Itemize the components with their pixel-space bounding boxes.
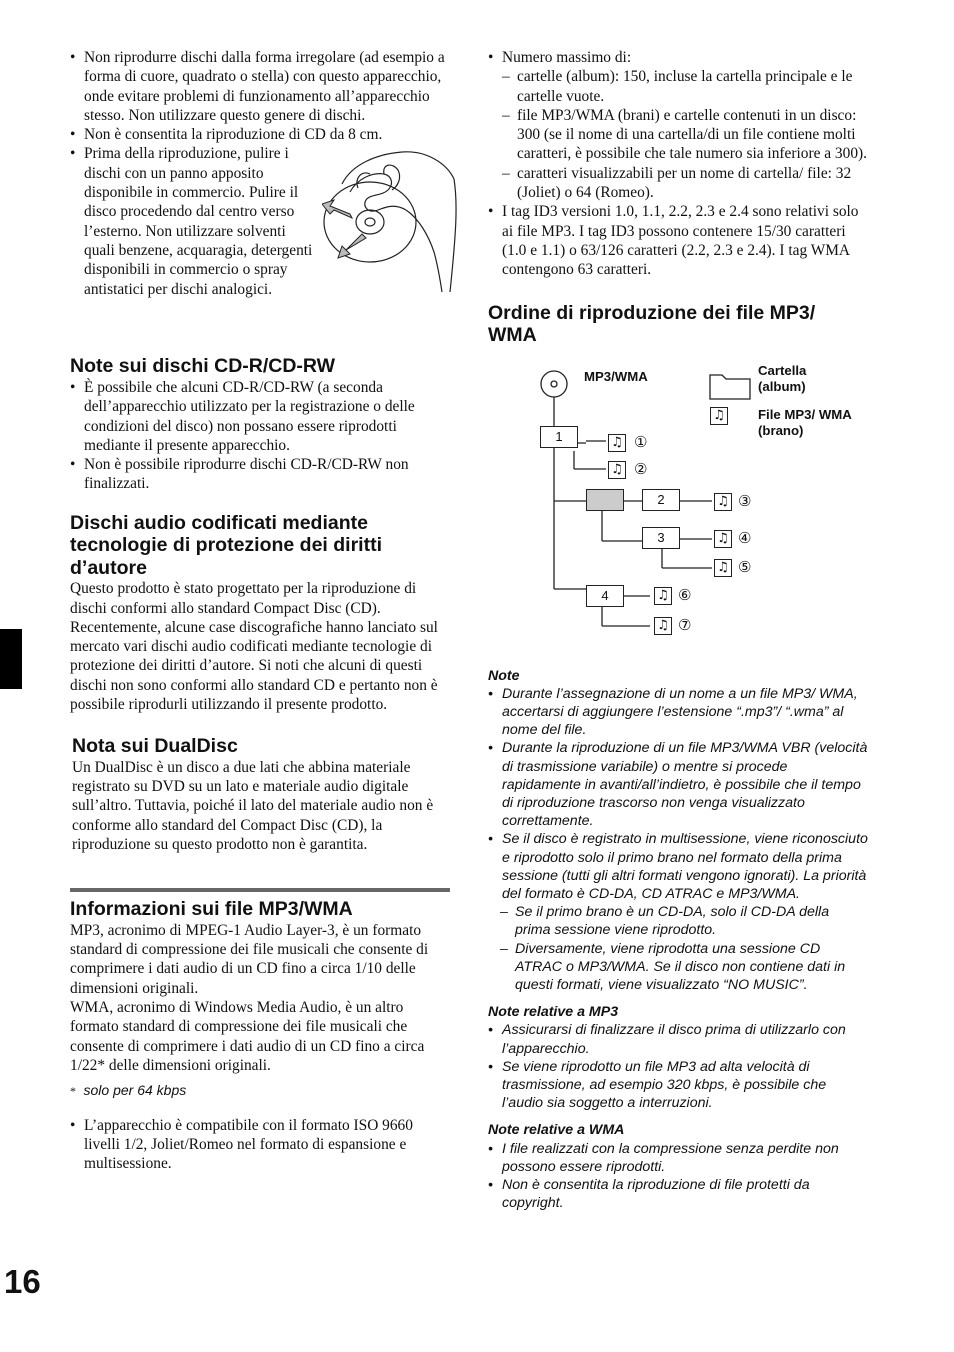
- info-bullet-list: [70, 1116, 450, 1174]
- list-item: • I tag ID3 versioni 1.0, 1.1, 2.2, 2.3 e 2.4 sono relativi solo ai file MP3. I tag ID3 possono contenere 15/30 caratteri (1.0 e 1.1) o 63/126 caratteri (2.2, 2.3 e 2.4). I tag WMA contengono 63 caratteri.: [488, 202, 868, 279]
- cleaning-text: Prima della riproduzione, pulire i dischi con un panno apposito disponibile in commercio. Pulire il disco procedendo dal centro verso l’esterno. Non utilizzare solventi quali benzene, acquaragia, detergenti disponibili in commercio o spray antistatici per dischi analogici.: [84, 145, 313, 298]
- max-bullet-text: Numero massimo di:: [502, 49, 632, 66]
- list-item: • È possibile che alcuni CD-R/CD-RW (a seconda dell’apparecchio utilizzato per la registrazione o delle condizioni del disco) non possano essere riprodotti mediante il presente apparecchio.: [70, 378, 450, 455]
- mp3-bullet-list: [488, 1021, 868, 1112]
- folder-1-icon: [540, 426, 578, 448]
- list-item: • Non è possibile riprodurre dischi CD-R/CD-RW non finalizzati.: [70, 455, 450, 494]
- file-number: ②: [634, 459, 648, 478]
- playback-order-diagram: [488, 363, 868, 645]
- list-item: [70, 144, 450, 337]
- legend-file-icon: ♫: [710, 407, 728, 425]
- file-icon: ♫: [714, 559, 732, 577]
- page-number: 16: [4, 1263, 41, 1300]
- info-heading: Informazioni sui file MP3/WMA: [70, 898, 353, 921]
- list-item: – Diversamente, viene riprodotta una sessione CD ATRAC o MP3/WMA. Se il disco non contiene dati in questi formati, viene visualizzato “NO MUSIC”.: [488, 940, 868, 995]
- list-item: – file MP3/WMA (brani) e cartelle contenuti in un disco: 300 (se il nome di una cartella/di un file contiene molti caratteri, è possibile che tale numero sia inferiore a 300).: [502, 106, 868, 164]
- file-number: ⑤: [738, 557, 752, 576]
- list-item: • Non riprodurre dischi dalla forma irregolare (ad esempio a forma di cuore, quadrato o stella) con questo apparecchio, onde evitare problemi di funzionamento all’apparecchio stesso. Non utilizzare questo genere di dischi.: [70, 48, 450, 125]
- list-item: • L’apparecchio è compatibile con il formato ISO 9660 livelli 1/2, Joliet/Romeo nel formato di espansione e multisessione.: [70, 1116, 450, 1174]
- file-number: ⑦: [678, 615, 692, 634]
- note-bullet-list: [488, 685, 868, 994]
- file-icon: ♫: [714, 493, 732, 511]
- max-dash-list: [488, 67, 868, 202]
- folder-number: 3: [657, 529, 665, 545]
- file-icon: ♫: [608, 434, 626, 452]
- footnote: [70, 1081, 450, 1101]
- file-number: ①: [634, 432, 648, 451]
- file-number: ③: [738, 491, 752, 510]
- list-item: • Non è consentita la riproduzione di CD da 8 cm.: [70, 125, 450, 144]
- copyright-paragraph-1: Questo prodotto è stato progettato per la riproduzione di dischi conformi allo standard Compact Disc (CD).: [70, 580, 417, 617]
- disc-cleaning-illustration: [322, 144, 462, 294]
- file-icon: ♫: [714, 530, 732, 548]
- info-paragraph-1: MP3, acronimo di MPEG-1 Audio Layer-3, è un formato standard di compressione dei file musicali che consente di comprimere i dati audio di un CD fino a circa 1/10 delle dimensioni originali.: [70, 921, 429, 997]
- order-heading: Ordine di riproduzione dei file MP3/ WMA: [488, 301, 816, 347]
- cdr-bullet-list: [70, 378, 450, 494]
- copyright-paragraph-2: Recentemente, alcune case discografiche hanno lanciato sul mercato vari dischi audio codificati mediante tecnologie di protezione dei diritti d’autore. Si noti che alcuni di questi dischi non sono conformi allo standard CD e pertanto non è possibile riprodurli utilizzando il presente prodotto.: [70, 618, 438, 714]
- max-bullet-list: [488, 48, 868, 280]
- list-item: • Se il disco è registrato in multisessione, viene riconosciuto e riprodotto solo il primo brano nel formato della prima sessione (tutti gli altri formati vengono ignorati). La priorità del formato è CD-DA, CD ATRAC e MP3/WMA.: [488, 830, 868, 903]
- legend-folder-label: Cartella (album): [758, 362, 807, 394]
- dualdisc-paragraph: Un DualDisc è un disco a due lati che abbina materiale registrato su DVD su un lato e materiale audio digitale sull’altro. Tuttavia, poiché il lato del materiale audio non è conforme allo standard del Compact Disc (CD), la riproduzione su questo prodotto non è garantita.: [72, 758, 434, 854]
- folder-2-icon: [642, 489, 680, 511]
- left-column: [70, 48, 450, 1173]
- list-item: • Durante l’assegnazione di un nome a un file MP3/ WMA, accertarsi di aggiungere l’estensione “.mp3”/ “.wma” al nome del file.: [488, 685, 868, 740]
- dualdisc-heading: Nota sui DualDisc: [72, 735, 238, 758]
- file-number: ④: [738, 528, 752, 547]
- root-label: MP3/WMA: [584, 368, 648, 384]
- list-item: • Assicurarsi di finalizzare il disco prima di utilizzarlo con l’apparecchio.: [488, 1021, 868, 1057]
- list-item: • I file realizzati con la compressione senza perdite non possono essere riprodotti.: [488, 1140, 868, 1176]
- folder-4-icon: [586, 585, 624, 607]
- list-item: • Se viene riprodotto un file MP3 ad alta velocità di trasmissione, ad esempio 320 kbps, è possibile che l’audio sia soggetto a interruzioni.: [488, 1058, 868, 1113]
- section-tab-marker: [0, 629, 22, 689]
- folder-number: 2: [657, 491, 665, 507]
- folder-3-icon: [642, 527, 680, 549]
- wma-note-heading: Note relative a WMA: [488, 1122, 625, 1139]
- list-item: – caratteri visualizzabili per un nome di cartella/ file: 32 (Joliet) o 64 (Romeo).: [502, 164, 868, 203]
- file-icon: ♫: [654, 587, 672, 605]
- cdr-heading: Note sui dischi CD-R/CD-RW: [70, 355, 336, 378]
- list-item: • Durante la riproduzione di un file MP3/WMA VBR (velocità di trasmissione variabile) o mentre si procede rapidamente in avanti/all’indietro, è possibile che il tempo di riproduzione trascorso non venga visualizzato correttamente.: [488, 739, 868, 830]
- legend-file-label: File MP3/ WMA (brano): [758, 406, 852, 438]
- list-item: – Se il primo brano è un CD-DA, solo il CD-DA della prima sessione viene riprodotto.: [488, 903, 868, 939]
- file-number: ⑥: [678, 585, 692, 604]
- file-icon: ♫: [608, 461, 626, 479]
- right-column: [488, 48, 868, 1212]
- footnote-text: solo per 64 kbps: [83, 1082, 187, 1099]
- list-item: – cartelle (album): 150, incluse la cartella principale e le cartelle vuote.: [502, 67, 868, 106]
- footnote-mark: *: [70, 1084, 76, 1099]
- file-icon: ♫: [654, 617, 672, 635]
- copyright-heading: Dischi audio codificati mediante tecnologie di protezione dei diritti d’autore: [70, 511, 383, 579]
- folder-root-child-icon: [586, 489, 624, 511]
- note-heading: Note: [488, 667, 520, 684]
- intro-bullet-list: [70, 48, 450, 337]
- section-divider: [70, 888, 450, 892]
- info-paragraph-2: WMA, acronimo di Windows Media Audio, è un altro formato standard di compressione dei file musicali che consente di comprimere i dati audio di un CD fino a circa 1/22* delle dimensioni originali.: [70, 999, 425, 1074]
- folder-number: 4: [601, 587, 609, 603]
- folder-number: 1: [555, 428, 563, 444]
- list-item: • Non è consentita la riproduzione di file protetti da copyright.: [488, 1176, 868, 1212]
- list-item: [488, 48, 868, 202]
- wma-bullet-list: [488, 1140, 868, 1213]
- mp3-note-heading: Note relative a MP3: [488, 1004, 619, 1021]
